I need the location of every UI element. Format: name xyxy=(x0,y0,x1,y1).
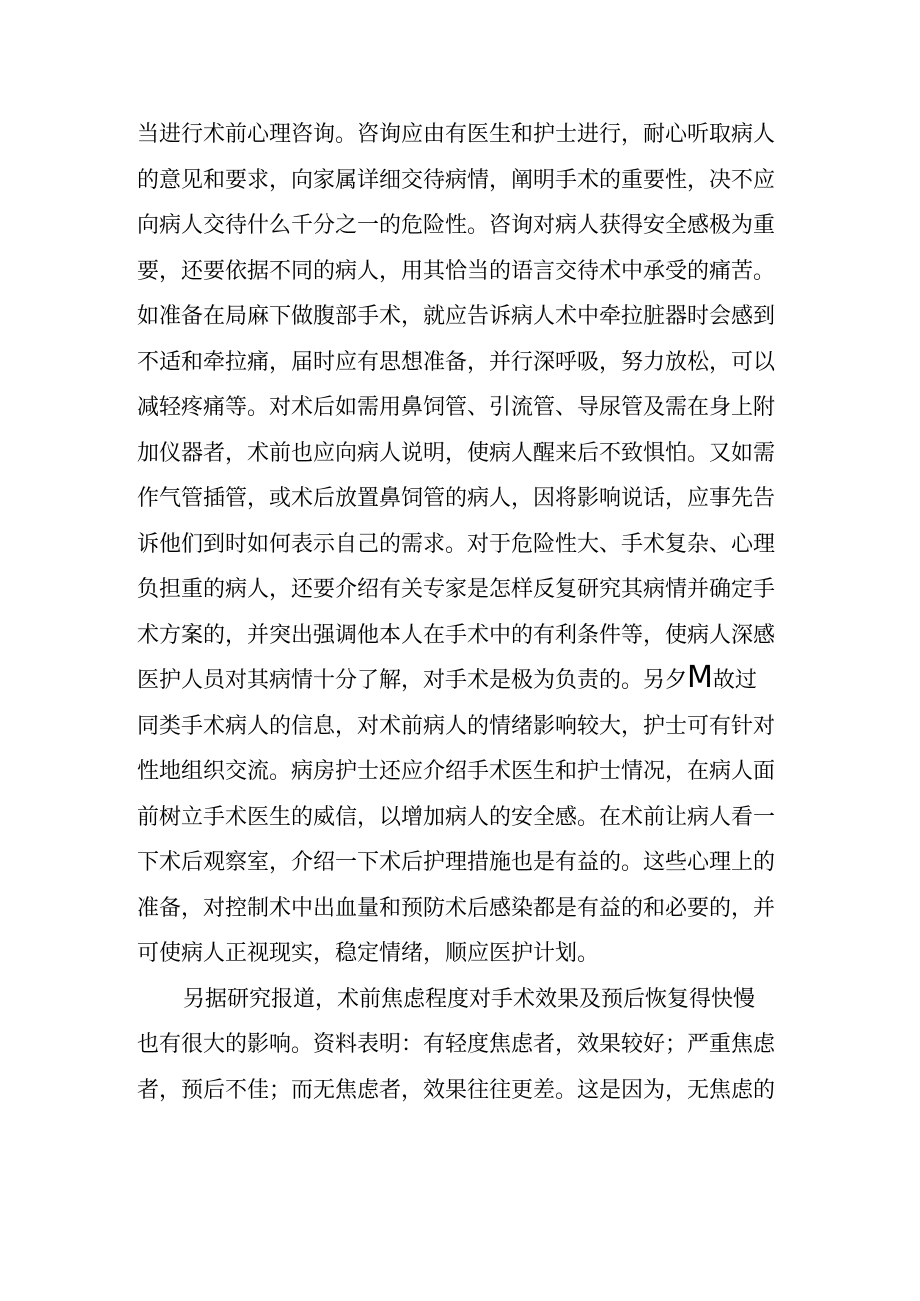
text-line: 诉他们到时如何表示自己的需求。对于危险性大、手术复杂、心理 xyxy=(137,531,776,557)
text-segment: 故过 xyxy=(712,668,757,693)
text-line: 术方案的，并突出强调他本人在手术中的有利条件等，使病人深感 xyxy=(137,622,776,648)
text-line: 准备，对控制术中出血量和预防术后感染都是有益的和必要的，并 xyxy=(137,895,776,921)
text-line: 另据研究报道，术前焦虑程度对手术效果及预后恢复得快慢 xyxy=(183,986,756,1012)
text-segment: 医护人员对其病情十分了解，对手术是极为负责的。另夕 xyxy=(137,668,688,693)
text-line: 向病人交待什么千分之一的危险性。咨询对病人获得安全感极为重 xyxy=(137,213,776,238)
text-line: 负担重的病人，还要介绍有关专家是怎样反复研究其病情并确定手 xyxy=(137,577,776,602)
text-line: 的意见和要求，向家属详细交待病情，阐明手术的重要性，决不应 xyxy=(137,167,776,193)
ocr-artifact-m: M xyxy=(687,660,713,695)
text-line: 性地组织交流。病房护士还应介绍手术医生和护士情况，在病人面 xyxy=(137,759,776,784)
text-line: 要，还要依据不同的病人，用其恰当的语言交待术中承受的痛苦。 xyxy=(137,258,776,284)
text-line: 减轻疼痛等。对术后如需用鼻饲管、引流管、导尿管及需在身上附 xyxy=(137,395,776,420)
text-line: 也有很大的影响。资料表明：有轻度焦虑者，效果较好；严重焦虑 xyxy=(137,1032,776,1057)
text-line: 作气管插管，或术后放置鼻饲管的病人，因将影响说话，应事先告 xyxy=(137,486,776,511)
text-line: 如准备在局麻下做腹部手术，就应告诉病人术中牵拉脏器时会感到 xyxy=(137,304,776,329)
text-line-with-artifact xyxy=(137,658,817,704)
text-line: 可使病人正视现实，稳定情绪，顺应医护计划。 xyxy=(137,941,600,966)
text-line: 同类手术病人的信息，对术前病人的情绪影响较大，护士可有针对 xyxy=(137,713,776,739)
text-line: 者，预后不佳；而无焦虑者，效果往往更差。这是因为，无焦虑的 xyxy=(137,1077,776,1103)
body-text xyxy=(137,112,817,1113)
paragraph-2 xyxy=(137,977,817,1114)
text-line: 当进行术前心理咨询。咨询应由有医生和护士进行，耐心听取病人 xyxy=(137,122,776,147)
text-line: 下术后观察室，介绍一下术后护理措施也是有益的。这些心理上的 xyxy=(137,850,776,875)
text-line: 不适和牵拉痛，届时应有思想准备，并行深呼吸，努力放松，可以 xyxy=(137,349,776,375)
paragraph-1 xyxy=(137,112,817,977)
text-line: 加仪器者，术前也应向病人说明，使病人醒来后不致惧怕。又如需 xyxy=(137,440,776,466)
text-line: 前树立手术医生的威信，以增加病人的安全感。在术前让病人看一 xyxy=(137,804,776,830)
